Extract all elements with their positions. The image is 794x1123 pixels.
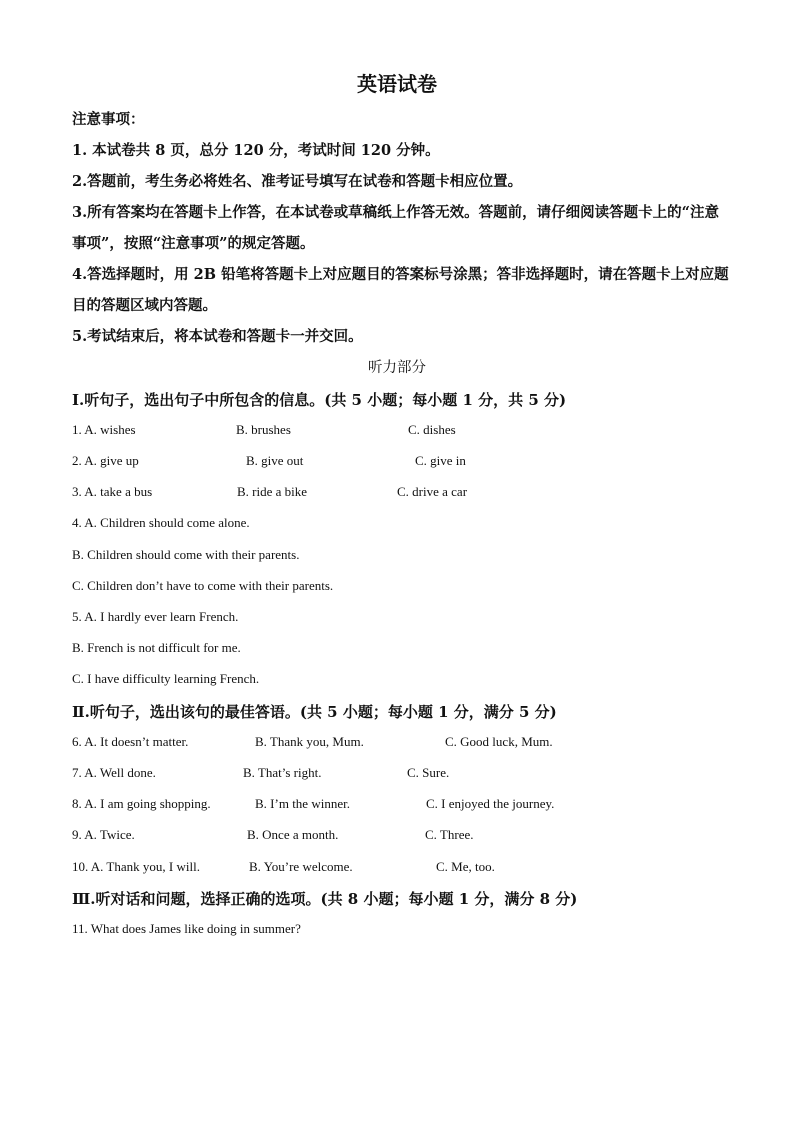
note-2: 2.答题前，考生务必将姓名、准考证号填写在试卷和答题卡相应位置。 [72, 173, 523, 190]
q3-option-a[interactable]: 3. A. take a bus [72, 484, 153, 499]
note-4: 4.答选择题时，用 2B 铅笔将答题卡上对应题目的答案标号涂黑；答非选择题时，请在答题卡上对应题目的答题区域内答题。 [72, 266, 729, 314]
q8-option-b[interactable]: B. I’m the winner. [255, 796, 350, 811]
q3-option-c[interactable]: C. drive a car [397, 484, 468, 499]
q2-option-c[interactable]: C. give in [415, 453, 466, 468]
q8-option-c[interactable]: C. I enjoyed the journey. [426, 796, 555, 811]
note-1: 1. 本试卷共 8 页，总分 120 分，考试时间 120 分钟。 [72, 142, 440, 159]
part2-heading: Ⅱ.听句子，选出该句的最佳答语。(共 5 小题；每小题 1 分，满分 5 分) [72, 703, 557, 721]
question-3 [72, 484, 732, 504]
question-8 [72, 796, 732, 816]
q1-option-c[interactable]: C. dishes [408, 422, 456, 437]
notes-heading: 注意事项： [72, 111, 145, 128]
part3-heading: Ⅲ.听对话和问题，选择正确的选项。(共 8 小题；每小题 1 分，满分 8 分) [72, 890, 578, 908]
question-1 [72, 422, 732, 442]
question-10 [72, 859, 732, 879]
q9-option-a[interactable]: 9. A. Twice. [72, 827, 135, 842]
q6-option-c[interactable]: C. Good luck, Mum. [445, 734, 553, 749]
q4-option-b[interactable]: B. Children should come with their parents. [72, 547, 300, 562]
q10-option-b[interactable]: B. You’re welcome. [249, 859, 353, 874]
q7-option-b[interactable]: B. That’s right. [243, 765, 322, 780]
part1-heading: Ⅰ.听句子，选出句子中所包含的信息。(共 5 小题；每小题 1 分，共 5 分) [72, 391, 567, 409]
q9-option-b[interactable]: B. Once a month. [247, 827, 339, 842]
question-6 [72, 734, 732, 754]
page-title: 英语试卷 [357, 72, 437, 96]
section-title-listening: 听力部分 [368, 360, 426, 376]
q5-option-a[interactable]: 5. A. I hardly ever learn French. [72, 609, 239, 624]
q9-option-c[interactable]: C. Three. [425, 827, 474, 842]
q5-option-c[interactable]: C. I have difficulty learning French. [72, 671, 260, 686]
q2-option-a[interactable]: 2. A. give up [72, 453, 139, 468]
q6-option-b[interactable]: B. Thank you, Mum. [255, 734, 364, 749]
q1-option-a[interactable]: 1. A. wishes [72, 422, 136, 437]
q10-option-c[interactable]: C. Me, too. [436, 859, 495, 874]
q3-option-b[interactable]: B. ride a bike [237, 484, 308, 499]
q7-option-c[interactable]: C. Sure. [407, 765, 450, 780]
question-7 [72, 765, 732, 785]
q4-option-a[interactable]: 4. A. Children should come alone. [72, 515, 250, 530]
question-2 [72, 453, 732, 473]
q5-option-b[interactable]: B. French is not difficult for me. [72, 640, 241, 655]
q8-option-a[interactable]: 8. A. I am going shopping. [72, 796, 211, 811]
q6-option-a[interactable]: 6. A. It doesn’t matter. [72, 734, 189, 749]
q7-option-a[interactable]: 7. A. Well done. [72, 765, 156, 780]
q10-option-a[interactable]: 10. A. Thank you, I will. [72, 859, 200, 874]
q4-option-c[interactable]: C. Children don’t have to come with their parents. [72, 578, 334, 593]
question-11: 11. What does James like doing in summer? [72, 921, 301, 936]
question-9 [72, 827, 732, 847]
note-5: 5.考试结束后，将本试卷和答题卡一并交回。 [72, 328, 363, 345]
q2-option-b[interactable]: B. give out [246, 453, 304, 468]
note-3: 3.所有答案均在答题卡上作答，在本试卷或草稿纸上作答无效。答题前，请仔细阅读答题卡上的“注意事项”，按照“注意事项”的规定答题。 [72, 204, 719, 252]
q1-option-b[interactable]: B. brushes [236, 422, 291, 437]
